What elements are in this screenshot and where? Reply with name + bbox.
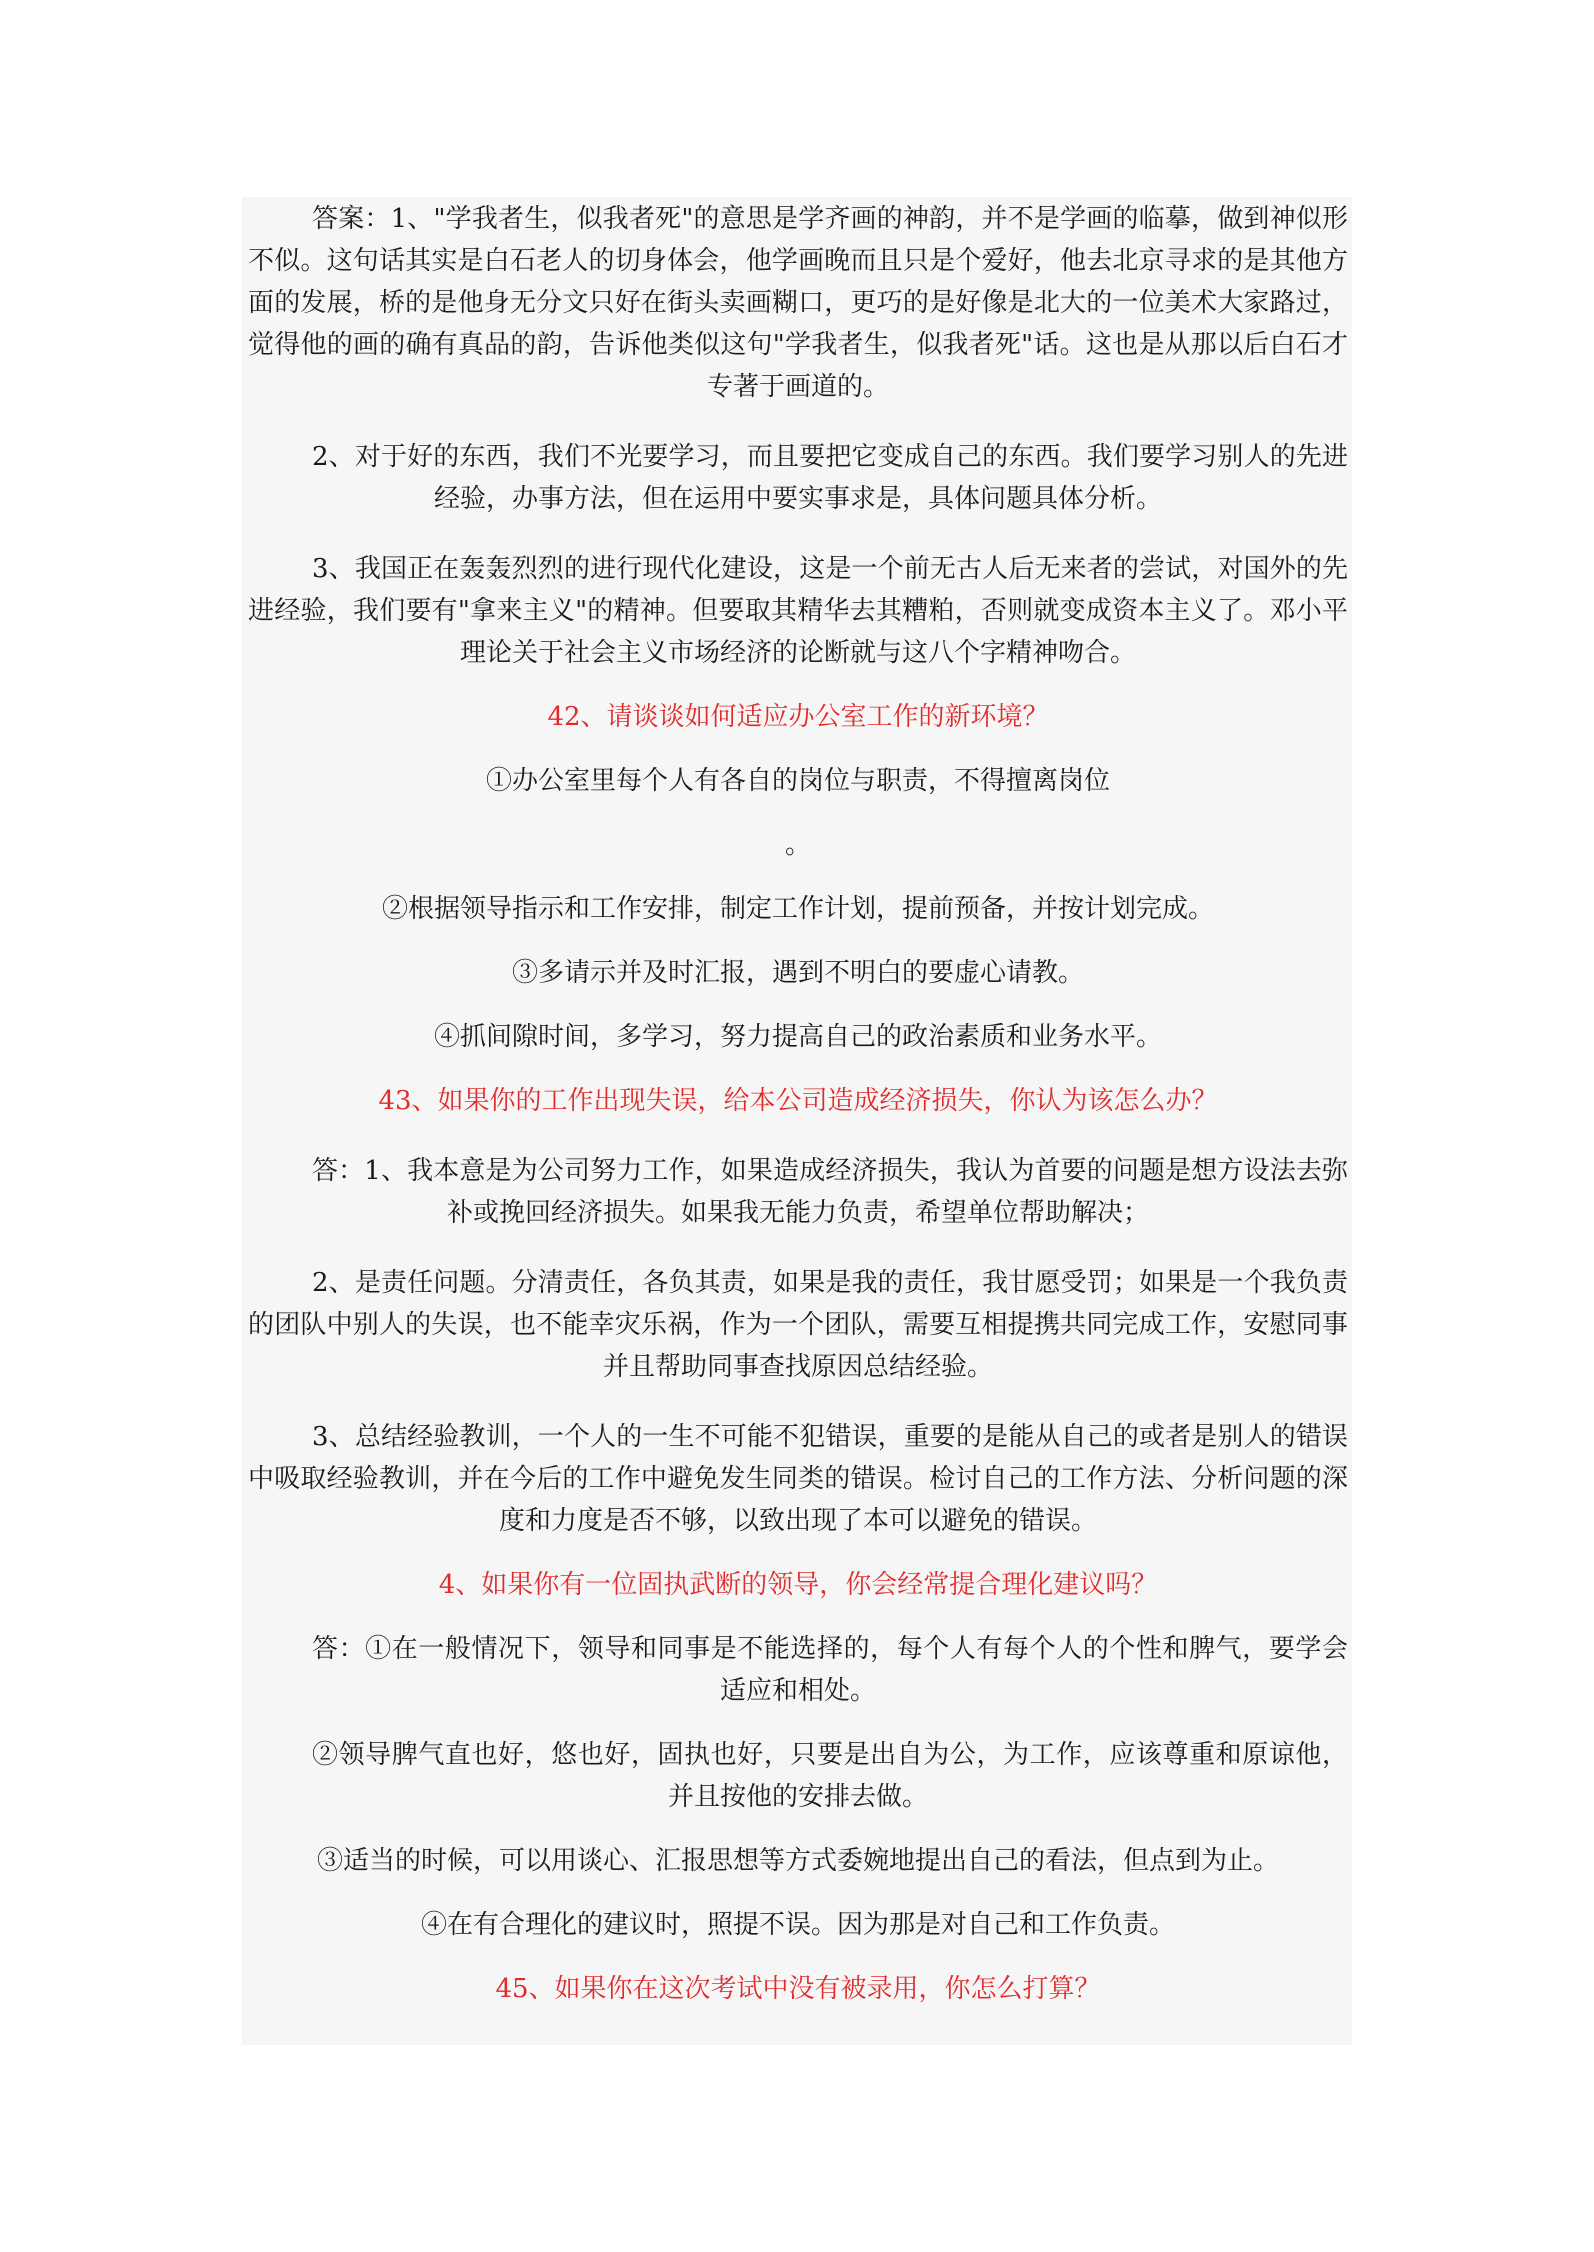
answer-42-item-1-end: 。 — [784, 830, 811, 860]
answer-43-part-1: 答：1、我本意是为公司努力工作，如果造成经济损失，我认为首要的问题是想方设法去弥补或挽回经济损失。如果我无能力负责，希望单位帮助解决； — [312, 1156, 1348, 1228]
answer-43-part-2: 2、是责任问题。分清责任，各负其责，如果是我的责任，我甘愿受罚；如果是一个我负责的团队中别人的失误，也不能幸灾乐祸，作为一个团队，需要互相提携共同完成工作，安慰同事并且帮助同事查找原因总结经验。 — [248, 1268, 1348, 1382]
question-44-heading: 4、如果你有一位固执武断的领导，你会经常提合理化建议吗？ — [438, 1570, 1158, 1600]
answer-44-item-3: ③适当的时候，可以用谈心、汇报思想等方式委婉地提出自己的看法，但点到为止。 — [316, 1846, 1279, 1876]
answer-41-part-1: 答案：1、"学我者生，似我者死"的意思是学齐画的神韵，并不是学画的临摹，做到神似形不似。这句话其实是白石老人的切身体会，他学画晚而且只是个爱好，他去北京寻求的是其他方面的发展，桥的是他身无分文只好在街头卖画糊口，更巧的是好像是北大的一位美术大家路过，觉得他的画的确有真品的韵，告诉他类似这句"学我者生，似我者死"话。这也是从那以后白石才专著于画道的。 — [248, 204, 1348, 402]
answer-42-item-3: ③多请示并及时汇报，遇到不明白的要虚心请教。 — [511, 958, 1084, 988]
answer-42-item-1: ①办公室里每个人有各自的岗位与职责，不得擅离岗位 — [485, 766, 1110, 796]
answer-44-item-4: ④在有合理化的建议时，照提不误。因为那是对自己和工作负责。 — [420, 1910, 1175, 1940]
answer-41-part-3: 3、我国正在轰轰烈烈的进行现代化建设，这是一个前无古人后无来者的尝试，对国外的先进经验，我们要有"拿来主义"的精神。但要取其精华去其糟粕，否则就变成资本主义了。邓小平理论关于社会主义市场经济的论断就与这八个字精神吻合。 — [248, 554, 1348, 668]
answer-43-part-3: 3、总结经验教训，一个人的一生不可能不犯错误，重要的是能从自己的或者是别人的错误中吸取经验教训，并在今后的工作中避免发生同类的错误。检讨自己的工作方法、分析问题的深度和力度是否不够，以致出现了本可以避免的错误。 — [248, 1422, 1348, 1536]
question-45-heading: 45、如果你在这次考试中没有被录用，你怎么打算？ — [495, 1974, 1101, 2004]
question-42-heading: 42、请谈谈如何适应办公室工作的新环境？ — [547, 702, 1049, 732]
question-43-heading: 43、如果你的工作出现失误，给本公司造成经济损失，你认为该怎么办？ — [378, 1086, 1218, 1116]
answer-42-item-4: ④抓间隙时间，多学习，努力提高自己的政治素质和业务水平。 — [433, 1022, 1162, 1052]
document-body — [248, 198, 1348, 2010]
answer-44-item-1: 答：①在一般情况下，领导和同事是不能选择的，每个人有每个人的个性和脾气，要学会适应和相处。 — [312, 1634, 1348, 1706]
answer-41-part-2: 2、对于好的东西，我们不光要学习，而且要把它变成自己的东西。我们要学习别人的先进经验，办事方法，但在运用中要实事求是，具体问题具体分析。 — [312, 442, 1348, 514]
answer-44-item-2: ②领导脾气直也好，悠也好，固执也好，只要是出自为公，为工作，应该尊重和原谅他，并且按他的安排去做。 — [312, 1740, 1348, 1812]
answer-42-item-2: ②根据领导指示和工作安排，制定工作计划，提前预备，并按计划完成。 — [381, 894, 1214, 924]
